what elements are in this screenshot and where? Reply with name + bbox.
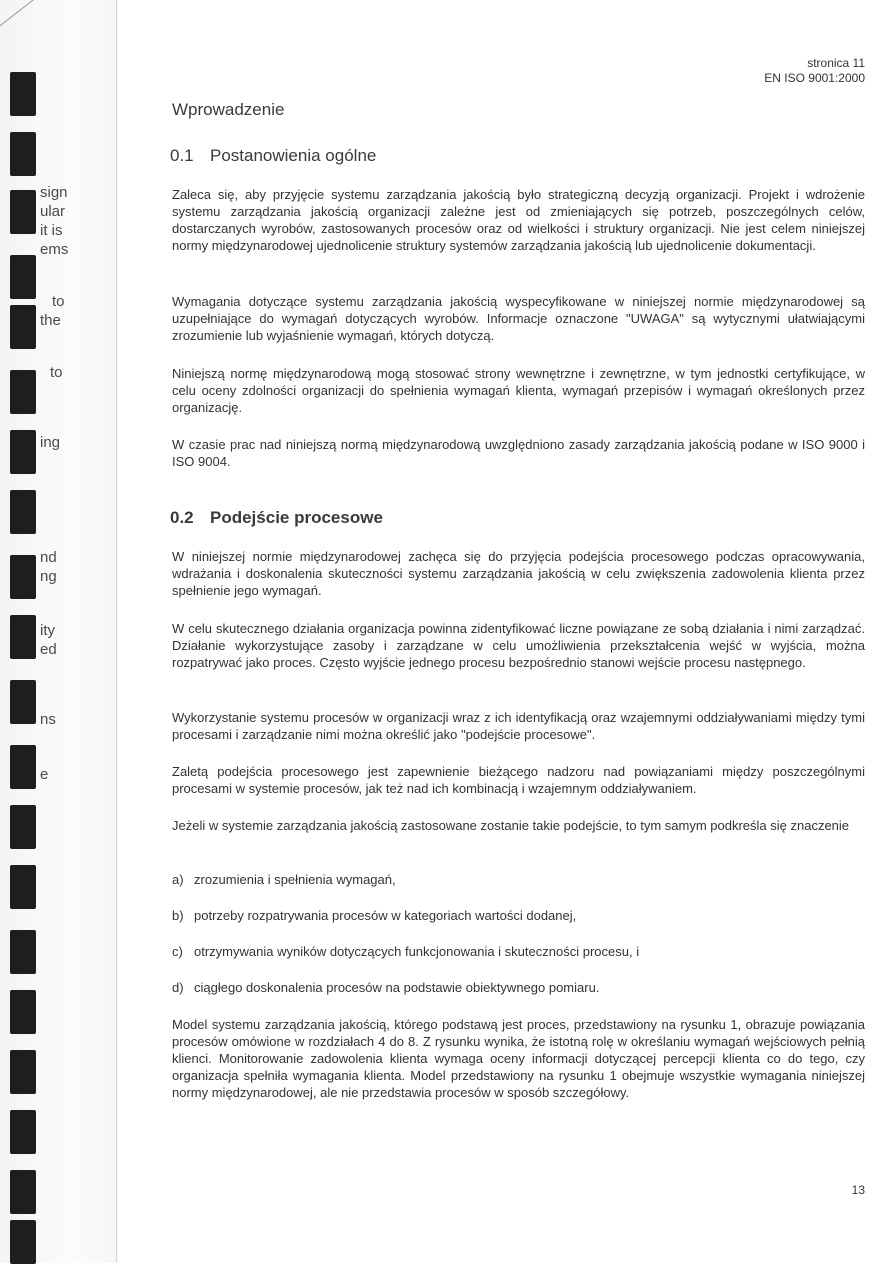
binding-ring bbox=[10, 490, 36, 534]
chapter-heading: Wprowadzenie bbox=[172, 100, 285, 119]
list-item-label: a) bbox=[172, 872, 184, 887]
bleed-fragment: sign bbox=[40, 184, 68, 201]
page-label: stronica 11 bbox=[807, 56, 865, 70]
binding-ring bbox=[10, 805, 36, 849]
list-item-label: d) bbox=[172, 980, 184, 995]
paragraph: W niniejszej normie międzynarodowej zachęca się do przyjęcia podejścia procesowego podczas opracowywania, wdrażania i doskonalenia skuteczności systemu zarządzania jakością w celu zwiększenia zadowolenia klienta przez spełnienie jego wymagań. bbox=[172, 549, 865, 598]
binding-ring bbox=[10, 555, 36, 599]
binding-ring bbox=[10, 1170, 36, 1214]
binding-edge bbox=[116, 0, 117, 1263]
paragraph: W czasie prac nad niniejszą normą międzynarodową uwzględniono zasady zarządzania jakością podane w ISO 9000 i ISO 9004. bbox=[172, 437, 865, 469]
list-item bbox=[172, 979, 599, 996]
binding-ring bbox=[10, 680, 36, 724]
binding-ring bbox=[10, 930, 36, 974]
binding-ring bbox=[10, 132, 36, 176]
bleed-fragment: ed bbox=[40, 641, 57, 658]
bleed-fragment: the bbox=[40, 312, 61, 329]
binding-ring bbox=[10, 990, 36, 1034]
binding-ring bbox=[10, 1110, 36, 1154]
binding-ring bbox=[10, 255, 36, 299]
list-item bbox=[172, 907, 576, 924]
binding-ring bbox=[10, 745, 36, 789]
list-item bbox=[172, 943, 639, 960]
section-heading bbox=[170, 508, 383, 528]
bleed-fragment: it is bbox=[40, 222, 63, 239]
bleed-fragment: ng bbox=[40, 568, 57, 585]
binding-ring bbox=[10, 370, 36, 414]
binding-ring bbox=[10, 430, 36, 474]
list-item-text: zrozumienia i spełnienia wymagań, bbox=[194, 872, 396, 887]
section-number: 0.2 bbox=[170, 508, 194, 527]
page-header bbox=[764, 56, 865, 86]
bleed-fragment: ns bbox=[40, 711, 56, 728]
standard-code: EN ISO 9001:2000 bbox=[764, 71, 865, 85]
list-item-label: b) bbox=[172, 908, 184, 923]
list-item bbox=[172, 871, 396, 888]
binding-ring bbox=[10, 615, 36, 659]
binding-ring bbox=[10, 72, 36, 116]
binding-ring bbox=[10, 305, 36, 349]
binding-ring bbox=[10, 865, 36, 909]
bleed-fragment: ular bbox=[40, 203, 66, 220]
paragraph: Zaleca się, aby przyjęcie systemu zarządzania jakością było strategiczną decyzją organizacji. Projekt i wdrożenie systemu zarządzania jakością organizacji zależne jest od zmieniających się potrzeb, poszczególnych celów, dostarczanych wyrobów, zastosowanych procesów oraz od wielkości i struktury organizacji. Nie jest celem niniejszej normy międzynarodowej ujednolicenie struktury systemów zarządzania jakością lub ujednolicenie dokumentacji. bbox=[172, 187, 865, 253]
binding-ring bbox=[10, 1050, 36, 1094]
paragraph: Jeżeli w systemie zarządzania jakością zastosowane zostanie takie podejście, to tym samym podkreśla się znaczenie bbox=[172, 818, 850, 833]
bleed-fragment: to bbox=[50, 364, 63, 381]
section-number: 0.1 bbox=[170, 146, 194, 165]
bleed-fragment: ing bbox=[40, 434, 61, 451]
list-item-text: otrzymywania wyników dotyczących funkcjonowania i skuteczności procesu, i bbox=[194, 944, 640, 959]
bleed-fragment: ity bbox=[40, 622, 55, 639]
page-number: 13 bbox=[851, 1183, 865, 1197]
paragraph: Niniejszą normę międzynarodową mogą stosować strony wewnętrzne i zewnętrzne, w tym jednostki certyfikujące, w celu oceny zdolności organizacji do spełnienia wymagań klienta, wymagań przepisów i wymagań określonych przez organizację. bbox=[172, 366, 865, 415]
bleed-fragment: ems bbox=[40, 241, 69, 258]
binding-ring bbox=[10, 1220, 36, 1264]
bleed-fragment: e bbox=[40, 766, 49, 783]
section-title: Postanowienia ogólne bbox=[210, 146, 377, 165]
bleed-fragment: nd bbox=[40, 549, 57, 566]
list-item-text: ciągłego doskonalenia procesów na podstawie obiektywnego pomiaru. bbox=[194, 980, 600, 995]
list-item-text: potrzeby rozpatrywania procesów w kategoriach wartości dodanej, bbox=[194, 908, 577, 923]
section-heading bbox=[170, 146, 376, 166]
paragraph: Model systemu zarządzania jakością, którego podstawą jest proces, przedstawiony na rysunku 1, obrazuje powiązania procesów omówione w rozdziałach 4 do 8. Z rysunku wynika, że istotną rolę w określaniu wymagań wejściowych pełnią klienci. Monitorowanie zadowolenia klienta wymaga oceny informacji dotyczącej percepcji klienta co do tego, czy organizacja spełniła wymagania klienta. Model przedstawiony na rysunku 1 obejmuje wszystkie wymagania niniejszej normy międzynarodowej, ale nie przedstawia procesów w sposób szczegółowy. bbox=[172, 1017, 865, 1100]
list-item-label: c) bbox=[172, 944, 183, 959]
paragraph: Wymagania dotyczące systemu zarządzania jakością wyspecyfikowane w niniejszej normie międzynarodowej są uzupełniające do wymagań dotyczących wyrobów. Informacje oznaczone "UWAGA" są wytycznymi ułatwiającymi zrozumienie lub wyjaśnienie wymagań, których dotyczą. bbox=[172, 294, 865, 343]
bleed-fragment: to bbox=[52, 293, 65, 310]
section-title: Podejście procesowe bbox=[210, 508, 383, 527]
paragraph: Wykorzystanie systemu procesów w organizacji wraz z ich identyfikacją oraz wzajemnymi oddziaływaniami między tymi procesami i zarządzanie nimi można określić jako "podejście procesowe". bbox=[172, 710, 865, 742]
paragraph: Zaletą podejścia procesowego jest zapewnienie bieżącego nadzoru nad powiązaniami między poszczególnymi procesami w systemie procesów, jak też nad ich kombinacją i wzajemnym oddziaływaniem. bbox=[172, 764, 865, 796]
paragraph: W celu skutecznego działania organizacja powinna zidentyfikować liczne powiązane ze sobą działania i nimi zarządzać. Działanie wykorzystujące zasoby i zarządzane w celu umożliwienia przekształcenia wejść w wyjścia, można rozpatrywać jako proces. Często wyjście jednego procesu bezpośrednio stanowi wejście procesu następnego. bbox=[172, 621, 865, 670]
binding-ring bbox=[10, 190, 36, 234]
